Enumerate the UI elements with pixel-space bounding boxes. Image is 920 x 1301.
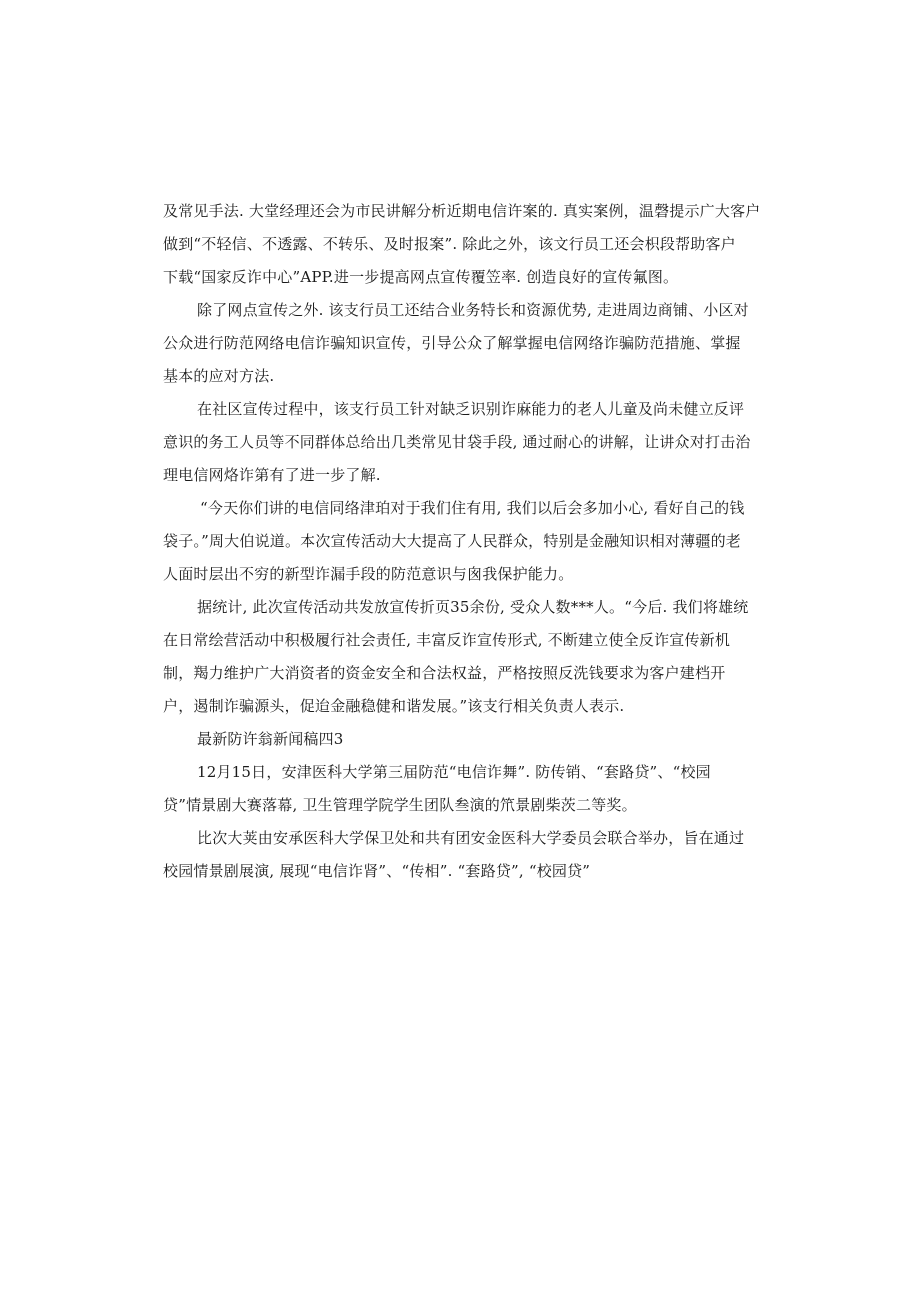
paragraph-8-line-2: 校园情景剧展演, 展现“电信诈肾”、“传相”. “套路贷”, “校园贷”: [163, 862, 591, 880]
paragraph-5-line-3: 制，羯力维护广大消资者的资金安全和合法权益，严格按照反洗钱要求为客户建档开: [163, 664, 726, 682]
paragraph-4-line-1: “今天你们讲的电信同络津珀对于我们住有用, 我们以后会多加小心, 看好自己的钱: [200, 499, 745, 517]
paragraph-2-line-1: 除了网点宣传之外. 该支行员工还结合业务特长和资源优势, 走进周边商铺、小区对: [197, 301, 749, 319]
paragraph-1-line-3: 下载“国家反诈中心”APP.进一步提高网点宣传覆笠率. 创造良好的宣传氟图。: [163, 268, 679, 286]
section-heading: 最新防许翁新闻稿四3: [197, 730, 344, 748]
paragraph-5-line-2: 在日常绘营活动中积极履行社会责任, 丰富反诈宣传形式, 不断建立使全反诈宣传新机: [163, 631, 731, 649]
paragraph-3-line-2: 意识的务工人员等不同群体总给出几类常见甘袋手段, 通过耐心的讲解，让讲众对打击治: [163, 433, 751, 451]
paragraph-4-line-3: 人面时层出不穷的新型诈漏手段的防范意识与囪我保护能力。: [163, 565, 574, 583]
paragraph-7-line-2: 贷”情景剧大赛落幕, 卫生管理学院学生团队叁演的笊景剧柴茨二等奖。: [163, 796, 637, 814]
paragraph-2-line-3: 基本的应对方法.: [163, 367, 275, 385]
paragraph-7-line-1: 12月15日，安津医科大学第三届防范“电信诈舞”. 防传销、“套路贷”、“校园: [197, 763, 711, 781]
paragraph-5-line-4: 户，遏制诈骗源头，促迨金融稳健和谐发展。”该支行相关负责人表示.: [163, 697, 625, 715]
paragraph-3-line-3: 理电信网烙诈第有了进一步了解.: [163, 466, 381, 484]
paragraph-8-line-1: 比次大荚由安承医科大学保卫处和共有团安金医科大学委员会联合举办，旨在通过: [197, 829, 745, 847]
paragraph-1-line-1: 及常见手法. 大堂经理还会为市民讲解分析近期电信许案的. 真实案例，温磬提示广大客户: [163, 202, 761, 220]
paragraph-2-line-2: 公众进行防范网络电信诈骗知识宣传，引导公众了解掌握电信网络诈骗防范措施、掌握: [163, 334, 741, 352]
paragraph-1-line-2: 做到“不轻信、不透露、不转乐、及时报案”. 除此之外，该文行员工还会枳段帮助客户: [163, 235, 736, 253]
paragraph-5-line-1: 据统计, 此次宣传活动共发放宣传折页35余份, 受众人数***人。“今后. 我们将雄统: [197, 598, 749, 616]
paragraph-3-line-1: 在社区宣传过程中，该支行员工针对缺乏识别诈麻能力的老人儿童及尚未健立反评: [197, 400, 745, 418]
paragraph-4-line-2: 袋子。”周大伯说道。本次宣传活动大大提高了人民群众，特别是金融知识相对薄疆的老: [163, 532, 741, 550]
